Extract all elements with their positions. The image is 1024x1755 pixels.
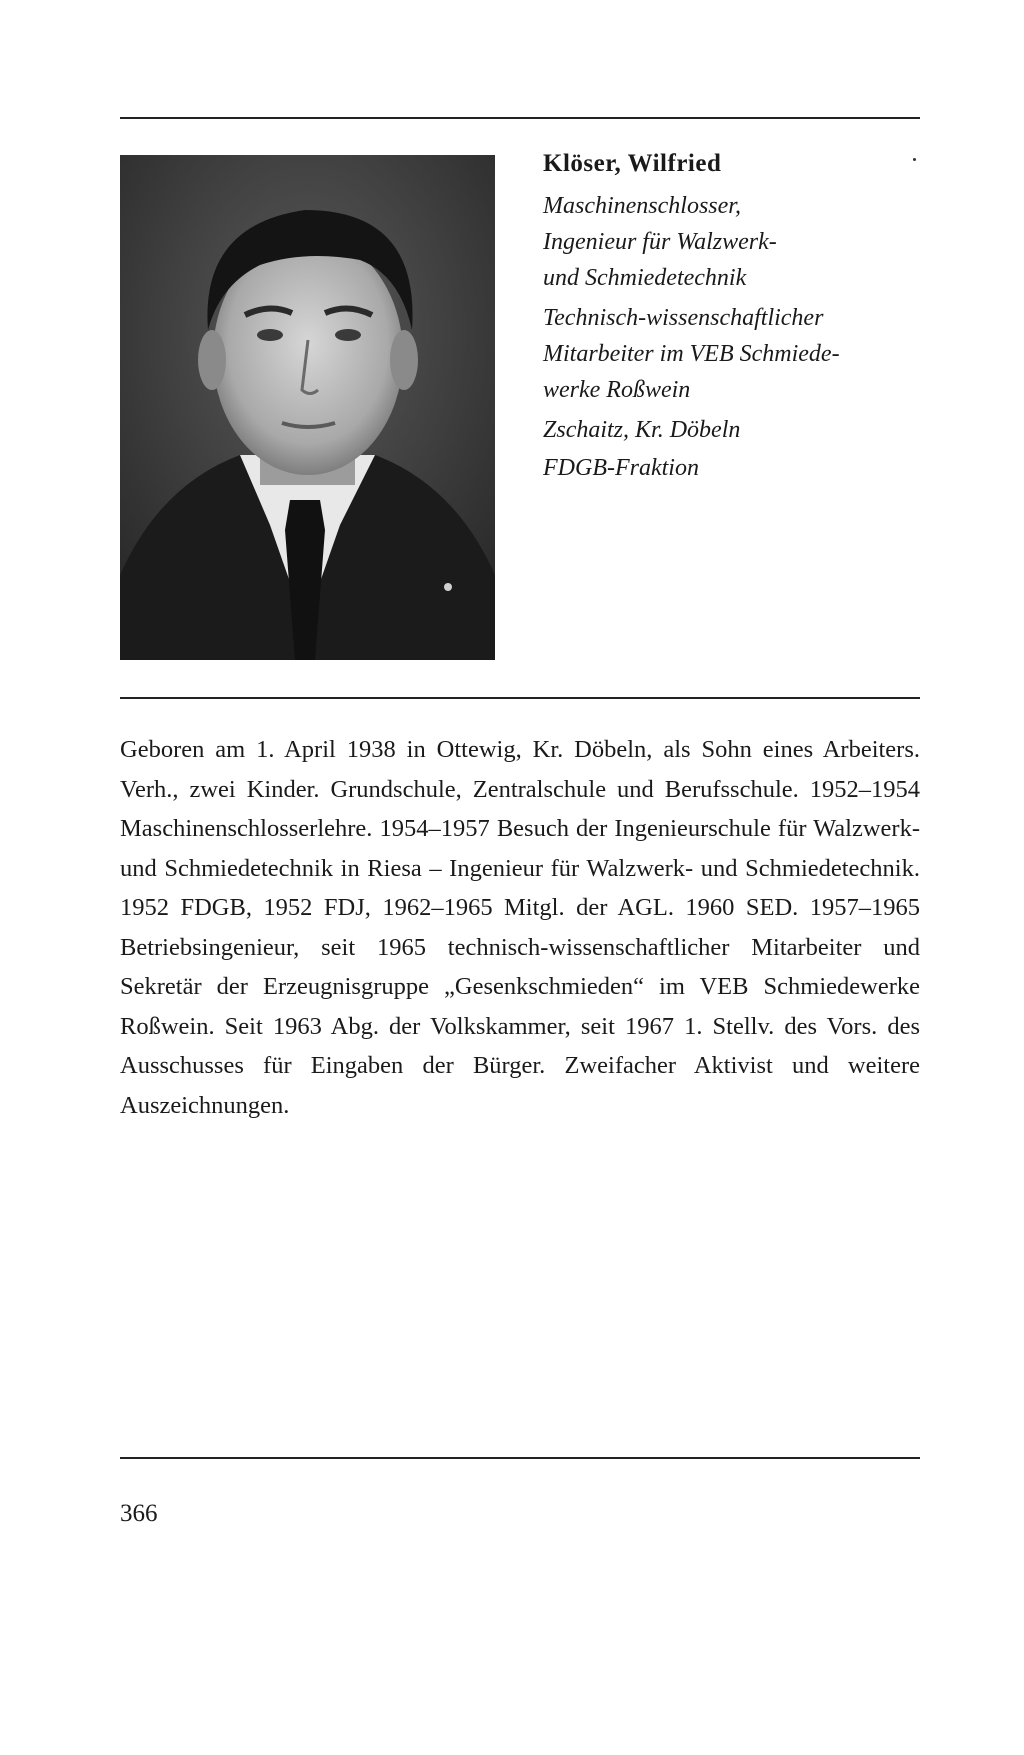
biography-text: Geboren am 1. April 1938 in Ottewig, Kr. Döbeln, als Sohn eines Arbeiters. Verh., zwei Kinder. Grundschule, Zentralschule und Berufsschule. 1952–1954 Maschinenschlosserlehre. 1954–1957 Besuch der Ingenieurschule für Walzwerk- und Schmiedetechnik in Riesa – Ingenieur für Walzwerk- und Schmiedetechnik. 1952 FDGB, 1952 FDJ, 1962–1965 Mitgl. der AGL. 1960 SED. 1957–1965 Betriebsingenieur, seit 1965 technisch-wissenschaftlicher Mitarbeiter und Sekretär der Erzeugnisgruppe „Gesenkschmieden“ im VEB Schmiedewerke Roßwein. Seit 1963 Abg. der Volkskammer, seit 1967 1. Stellv. des Vors. des Ausschusses für Eingaben der Bürger. Zweifacher Aktivist und weitere Auszeichnungen. xyxy=(120,736,920,1119)
person-faction: FDGB-Fraktion xyxy=(543,455,699,481)
person-name: Klöser, Wilfried xyxy=(543,150,722,177)
portrait-photo xyxy=(120,155,495,660)
person-profession: Maschinenschlosser, Ingenieur für Walzwerk- und Schmiedetechnik xyxy=(543,193,777,291)
portrait-illustration xyxy=(120,155,495,660)
middle-rule xyxy=(120,697,920,699)
top-rule xyxy=(120,117,920,119)
person-info xyxy=(543,146,923,488)
bottom-rule xyxy=(120,1457,920,1459)
person-residence: Zschaitz, Kr. Döbeln xyxy=(543,417,741,443)
page-number: 366 xyxy=(120,1500,158,1527)
person-position: Technisch-wissenschaftlicher Mitarbeiter im VEB Schmiede- werke Roßwein xyxy=(543,305,840,403)
